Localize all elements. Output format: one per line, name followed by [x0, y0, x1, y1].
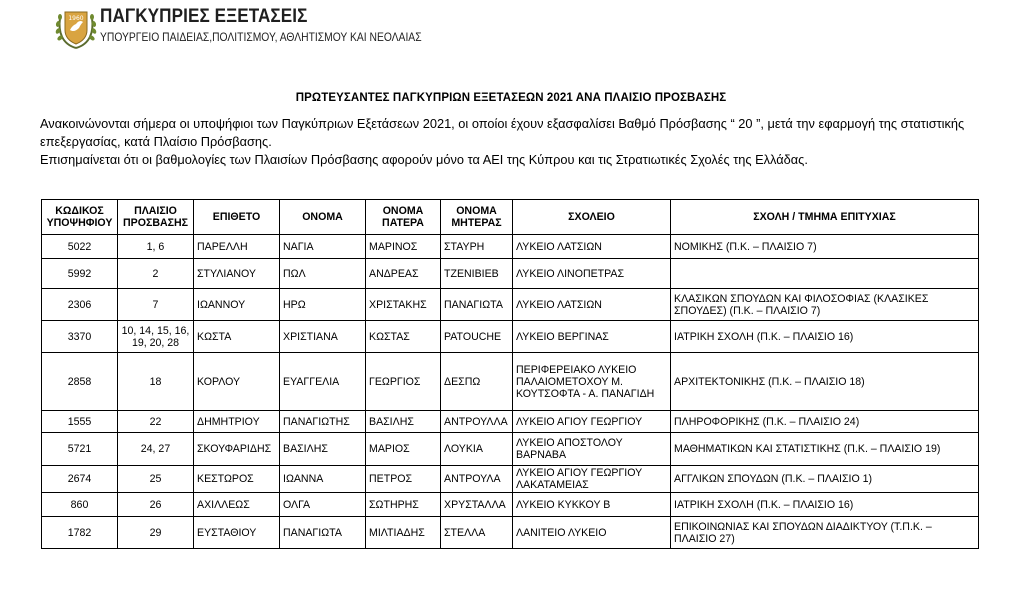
table-row [42, 433, 979, 466]
table-row [42, 353, 979, 411]
cell-father: ΜΙΛΤΙΑΔΗΣ [366, 517, 441, 549]
table-row [42, 411, 979, 433]
cell-mother: ΧΡΥΣΤΑΛΛΑ [441, 493, 513, 517]
cell-father: ΑΝΔΡΕΑΣ [366, 259, 441, 289]
cell-school: ΛΥΚΕΙΟ ΑΓΙΟΥ ΓΕΩΡΓΙΟΥ [513, 411, 671, 433]
cell-surname: ΣΤΥΛΙΑΝΟΥ [194, 259, 280, 289]
cell-surname: ΚΟΡΛΟΥ [194, 353, 280, 411]
svg-text:1960: 1960 [68, 15, 84, 22]
cell-name: ΙΩΑΝΝΑ [280, 466, 366, 493]
cell-frame: 10, 14, 15, 16, 19, 20, 28 [118, 321, 194, 353]
cell-frame: 18 [118, 353, 194, 411]
cell-mother: ΤΖΕΝΙΒΙΕΒ [441, 259, 513, 289]
cell-father: ΒΑΣΙΛΗΣ [366, 411, 441, 433]
cell-department: ΙΑΤΡΙΚΗ ΣΧΟΛΗ (Π.Κ. – ΠΛΑΙΣΙΟ 16) [671, 321, 979, 353]
cell-father: ΠΕΤΡΟΣ [366, 466, 441, 493]
cell-frame: 1, 6 [118, 235, 194, 259]
cell-name: ΟΛΓΑ [280, 493, 366, 517]
cell-code: 2674 [42, 466, 118, 493]
cell-frame: 26 [118, 493, 194, 517]
cell-mother: ΣΤΕΛΛΑ [441, 517, 513, 549]
cell-school: ΛΥΚΕΙΟ ΒΕΡΓΙΝΑΣ [513, 321, 671, 353]
cell-department: ΙΑΤΡΙΚΗ ΣΧΟΛΗ (Π.Κ. – ΠΛΑΙΣΙΟ 16) [671, 493, 979, 517]
cell-father: ΧΡΙΣΤΑΚΗΣ [366, 289, 441, 321]
cell-code: 1555 [42, 411, 118, 433]
cell-frame: 24, 27 [118, 433, 194, 466]
cell-name: ΠΑΝΑΓΙΩΤΗΣ [280, 411, 366, 433]
cell-father: ΜΑΡΙΝΟΣ [366, 235, 441, 259]
cell-name: ΠΑΝΑΓΙΩΤΑ [280, 517, 366, 549]
column-header-code: ΚΩΔΙΚΟΣ ΥΠΟΨΗΦΙΟΥ [42, 200, 118, 235]
cell-surname: ΚΩΣΤΑ [194, 321, 280, 353]
cell-department [671, 259, 979, 289]
cell-code: 2858 [42, 353, 118, 411]
cell-school: ΛΥΚΕΙΟ ΛΑΤΣΙΩΝ [513, 289, 671, 321]
cell-school: ΛΥΚΕΙΟ ΚΥΚΚΟΥ Β [513, 493, 671, 517]
cell-mother: ΠΑΝΑΓΙΩΤΑ [441, 289, 513, 321]
cell-mother: ΔΕΣΠΩ [441, 353, 513, 411]
table-row [42, 493, 979, 517]
column-header-school: ΣΧΟΛΕΙΟ [513, 200, 671, 235]
cell-mother: PATOUCHE [441, 321, 513, 353]
document-title: ΠΡΩΤΕΥΣΑΝΤΕΣ ΠΑΓΚΥΠΡΙΩΝ ΕΞΕΤΑΣΕΩΝ 2021 ΑΝΑ ΠΛΑΙΣΙΟ ΠΡΟΣΒΑΣΗΣ [295, 92, 727, 104]
cell-school: ΛΥΚΕΙΟ ΑΓΙΟΥ ΓΕΩΡΓΙΟΥ ΛΑΚΑΤΑΜΕΙΑΣ [513, 466, 671, 493]
cell-department: ΝΟΜΙΚΗΣ (Π.Κ. – ΠΛΑΙΣΙΟ 7) [671, 235, 979, 259]
brand-title: ΠΑΓΚΥΠΡΙΕΣ ΕΞΕΤΑΣΕΙΣ [100, 6, 308, 27]
cell-school: ΛΑΝΙΤΕΙΟ ΛΥΚΕΙΟ [513, 517, 671, 549]
cell-father: ΣΩΤΗΡΗΣ [366, 493, 441, 517]
cell-code: 1782 [42, 517, 118, 549]
table-row [42, 517, 979, 549]
cell-department: ΚΛΑΣΙΚΩΝ ΣΠΟΥΔΩΝ ΚΑΙ ΦΙΛΟΣΟΦΙΑΣ (ΚΛΑΣΙΚΕΣ ΣΠΟΥΔΕΣ) (Π.Κ. – ΠΛΑΙΣΙΟ 7) [671, 289, 979, 321]
cell-surname: ΔΗΜΗΤΡΙΟΥ [194, 411, 280, 433]
cell-code: 860 [42, 493, 118, 517]
cell-school: ΛΥΚΕΙΟ ΛΙΝΟΠΕΤΡΑΣ [513, 259, 671, 289]
cell-school: ΛΥΚΕΙΟ ΑΠΟΣΤΟΛΟΥ ΒΑΡΝΑΒΑ [513, 433, 671, 466]
table-header-row [42, 200, 979, 235]
cell-surname: ΑΧΙΛΛΕΩΣ [194, 493, 280, 517]
table-row [42, 321, 979, 353]
cell-frame: 2 [118, 259, 194, 289]
cell-name: ΝΑΓΙΑ [280, 235, 366, 259]
column-header-surname: ΕΠΙΘΕΤΟ [194, 200, 280, 235]
cell-department: ΑΓΓΛΙΚΩΝ ΣΠΟΥΔΩΝ (Π.Κ. – ΠΛΑΙΣΙΟ 1) [671, 466, 979, 493]
cell-surname: ΣΚΟΥΦΑΡΙΔΗΣ [194, 433, 280, 466]
column-header-frame: ΠΛΑΙΣΙΟ ΠΡΟΣΒΑΣΗΣ [118, 200, 194, 235]
cell-department: ΜΑΘΗΜΑΤΙΚΩΝ ΚΑΙ ΣΤΑΤΙΣΤΙΚΗΣ (Π.Κ. – ΠΛΑΙΣΙΟ 19) [671, 433, 979, 466]
intro-paragraph: Επισημαίνεται ότι οι βαθμολογίες των Πλαισίων Πρόσβασης αφορούν μόνο τα ΑΕΙ της Κύπρου και τις Στρατιωτικές Σχολές της Ελλάδας. [40, 152, 808, 167]
cell-frame: 29 [118, 517, 194, 549]
column-header-mother: ΟΝΟΜΑ ΜΗΤΕΡΑΣ [441, 200, 513, 235]
cell-father: ΜΑΡΙΟΣ [366, 433, 441, 466]
cell-name: ΒΑΣΙΛΗΣ [280, 433, 366, 466]
cell-school: ΛΥΚΕΙΟ ΛΑΤΣΙΩΝ [513, 235, 671, 259]
cell-frame: 7 [118, 289, 194, 321]
cell-surname: ΙΩΑΝΝΟΥ [194, 289, 280, 321]
cell-surname: ΠΑΡΕΛΛΗ [194, 235, 280, 259]
cell-mother: ΑΝΤΡΟΥΛΑ [441, 466, 513, 493]
cell-father: ΚΩΣΤΑΣ [366, 321, 441, 353]
intro-paragraph: Ανακοινώνονται σήμερα οι υποψήφιοι των Παγκύπριων Εξετάσεων 2021, οι οποίοι έχουν εξασφαλίσει Βαθμό Πρόσβασης “ 20 ”, μετά την εφαρμογή της στατιστικής επεξεργασίας, κατά Πλαίσιο Πρόσβασης. [40, 116, 965, 149]
column-header-name: ΟΝΟΜΑ [280, 200, 366, 235]
table-row [42, 289, 979, 321]
cell-name: ΠΩΛ [280, 259, 366, 289]
cell-name: ΗΡΩ [280, 289, 366, 321]
cell-department: ΠΛΗΡΟΦΟΡΙΚΗΣ (Π.Κ. – ΠΛΑΙΣΙΟ 24) [671, 411, 979, 433]
cell-frame: 25 [118, 466, 194, 493]
cell-department: ΑΡΧΙΤΕΚΤΟΝΙΚΗΣ (Π.Κ. – ΠΛΑΙΣΙΟ 18) [671, 353, 979, 411]
cell-department: ΕΠΙΚΟΙΝΩΝΙΑΣ ΚΑΙ ΣΠΟΥΔΩΝ ΔΙΑΔΙΚΤΥΟΥ (Τ.Π.Κ. – ΠΛΑΙΣΙΟ 27) [671, 517, 979, 549]
cell-name: ΕΥΑΓΓΕΛΙΑ [280, 353, 366, 411]
cell-code: 3370 [42, 321, 118, 353]
cell-surname: ΕΥΣΤΑΘΙΟΥ [194, 517, 280, 549]
column-header-father: ΟΝΟΜΑ ΠΑΤΕΡΑ [366, 200, 441, 235]
cell-code: 5992 [42, 259, 118, 289]
intro-text [40, 115, 990, 169]
brand-subtitle: ΥΠΟΥΡΓΕΙΟ ΠΑΙΔΕΙΑΣ,ΠΟΛΙΤΙΣΜΟΥ, ΑΘΛΗΤΙΣΜΟΥ ΚΑΙ ΝΕΟΛΑΙΑΣ [100, 30, 422, 44]
cell-mother: ΑΝΤΡΟΥΛΛΑ [441, 411, 513, 433]
page-header [54, 4, 474, 52]
cell-name: ΧΡΙΣΤΙΑΝΑ [280, 321, 366, 353]
table-row [42, 466, 979, 493]
cell-school: ΠΕΡΙΦΕΡΕΙΑΚΟ ΛΥΚΕΙΟ ΠΑΛΑΙΟΜΕΤΟΧΟΥ Μ. ΚΟΥΤΣΟΦΤΑ - Α. ΠΑΝΑΓΙΔΗ [513, 353, 671, 411]
cell-mother: ΛΟΥΚΙΑ [441, 433, 513, 466]
cell-code: 5721 [42, 433, 118, 466]
cyprus-emblem-icon [54, 4, 98, 52]
cell-father: ΓΕΩΡΓΙΟΣ [366, 353, 441, 411]
cell-frame: 22 [118, 411, 194, 433]
results-table [41, 199, 979, 549]
cell-code: 5022 [42, 235, 118, 259]
column-header-department: ΣΧΟΛΗ / ΤΜΗΜΑ ΕΠΙΤΥΧΙΑΣ [671, 200, 979, 235]
table-row [42, 259, 979, 289]
cell-code: 2306 [42, 289, 118, 321]
table-row [42, 235, 979, 259]
cell-surname: ΚΕΣΤΩΡΟΣ [194, 466, 280, 493]
cell-mother: ΣΤΑΥΡΗ [441, 235, 513, 259]
